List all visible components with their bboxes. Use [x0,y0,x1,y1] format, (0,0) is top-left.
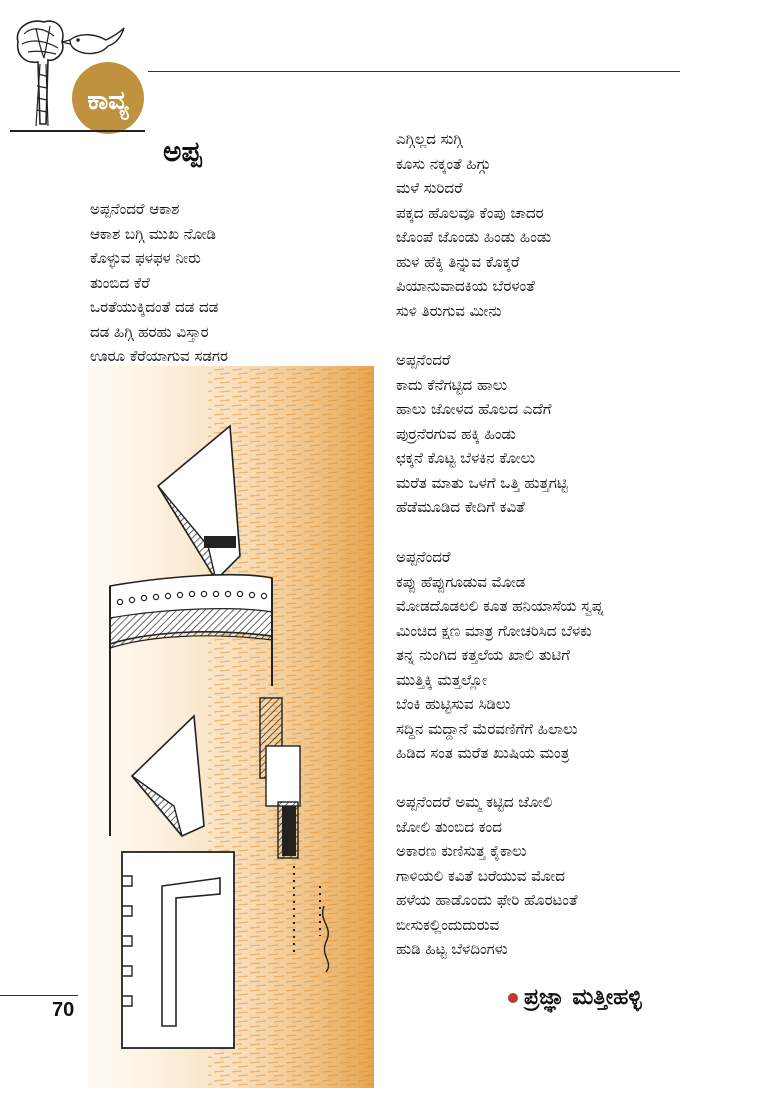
poem-line: ಕಪ್ಪು ಹೆಪ್ಪುಗೂಡುವ ಮೋಡ [396,572,526,591]
poem-line: ಹಾಲು ಜೋಳದ ಹೊಲದ ಎದೆಗೆ [396,400,552,418]
header-rule [148,71,680,72]
poem-line: ಕೂಸು ನಕ್ಕಂತೆ ಹಿಗ್ಗು [396,154,491,173]
poem-line: ಅಪ್ಪನೆಂದರೆ ಅಮ್ಮ ಕಟ್ಟಿದ ಜೋಲಿ [396,793,553,811]
bird-and-figure-illustration [10,14,150,154]
poem-line: ಪಕ್ಕದ ಹೊಲವೂ ಕೆಂಪು ಚಾದರ [396,203,544,222]
poem-line: ಒರತೆಯುಕ್ಕಿದಂತೆ ದಡ ದಡ [90,298,219,316]
poem-line: ಊರೂ ಕೆರೆಯಾಗುವ ಸಡಗರ [90,347,228,365]
stanza-right-1 [396,127,551,323]
stanza-right-4 [396,790,578,962]
poem-line: ಹುಡಿ ಹಿಟ್ಟ ಬೆಳದಿಂಗಳು [396,940,508,958]
poem-line: ಬೆಂಕಿ ಹುಟ್ಟಿಸುವ ಸಿಡಿಲು [396,695,511,713]
stanza-right-3 [396,545,603,766]
author-name: ಪ್ರಜ್ಞಾ ಮತ್ತೀಹಳ್ಳಿ [524,985,642,1010]
poem-title: ಅಪ್ಪ [163,135,202,168]
poem-line: ಸುಳಿ ತಿರುಗುವ ಮೀನು [396,301,502,320]
poem-line: ಹೆಡೆಮೂಡಿದ ಕೇದಿಗೆ ಕವಿತೆ [396,498,525,516]
stanza-left [90,197,228,369]
poem-line: ಅಕಾರಣ ಕುಣಿಸುತ್ತ ಕೈಕಾಲು [396,842,527,860]
poem-line: ಕೊಳ್ಳುವ ಫಳಫಳ ನೀರು [90,249,201,267]
magazine-section-logo [10,14,150,154]
bullet-icon [508,993,518,1003]
logo-underline [10,130,145,132]
page-number: 70 [52,999,75,1021]
poem-line: ಎಗ್ಗಿಲ್ಲದ ಸುಗ್ಗಿ [396,130,463,148]
author-credit [508,985,642,1010]
poem-line: ಪಿಯಾನುವಾದಕಿಯ ಬೆರಳಂತೆ [396,277,535,295]
poem-line: ತುಂಬಿದ ಕೆರೆ [90,273,150,292]
folio-rule [0,995,78,996]
poem-line: ಬೀಸುಕಲ್ಲಿಂದುದುರುವ [396,915,500,934]
poem-line: ಮೋಡದೊಡಲಲಿ ಕೂತ ಹನಿಯಾಸೆಯ ಸ್ವಪ್ನ [396,597,604,615]
poem-line: ಆಕಾಶ ಬಗ್ಗಿ ಮುಖ ನೋಡಿ [90,224,216,243]
poem-line: ಅಪ್ಪನೆಂದರೆ ಆಕಾಶ [90,200,180,218]
poem-line: ಪುರ್ರನೆರಗುವ ಹಕ್ಕಿ ಹಿಂಡು [396,424,516,443]
poem-line: ಅಪ್ಪನೆಂದರೆ [396,351,451,369]
poem-line: ಮಳೆ ಸುರಿದರೆ [396,179,463,197]
poem-line: ಸದ್ದಿನ ಮದ್ದಾನೆ ಮೆರವಣಿಗೆಗೆ ಹಿಲಾಲು [396,719,578,738]
poem-line: ಹಿಡಿದ ಸಂತ ಮರೆತ ಖುಷಿಯ ಮಂತ್ರ [396,744,570,762]
poem-line: ತನ್ನ ನುಂಗಿದ ಕತ್ತಲೆಯ ಖಾಲಿ ತುಟಿಗೆ [396,646,570,664]
poem-line: ದಡ ಹಿಗ್ಗಿ ಹರಹು ವಿಸ್ತಾರ [90,322,209,341]
poem-line: ಜೊಂಪೆ ಜೊಂಡು ಹಿಂಡು ಹಿಂಡು [396,228,552,246]
poem-line: ಮುತ್ತಿಕ್ಕಿ ಮತ್ತಲ್ಲೋ [396,670,487,689]
abstract-illustration [88,366,374,1088]
poem-line: ಹುಳ ಹೆಕ್ಕಿ ತಿನ್ನುವ ಕೊಕ್ಕರೆ [396,252,520,271]
poem-line: ಮಿಂಚಿದ ಕ್ಷಣ ಮಾತ್ರ ಗೋಚರಿಸಿದ ಬೆಳಕು [396,621,592,640]
poem-line: ಅಪ್ಪನೆಂದರೆ [396,548,451,566]
stanza-right-2 [396,348,568,520]
poem-line: ಗಾಳಿಯಲಿ ಕವಿತೆ ಬರೆಯುವ ಮೋದ [396,866,565,885]
poem-line: ಹಳೆಯ ಹಾಡೊಂದು ಫೇರಿ ಹೊರಟಂತೆ [396,891,578,909]
poem-line: ಜೋಲಿ ತುಂಬಿದ ಕಂದ [396,817,502,836]
poem-line: ಕಾದು ಕೆನೆಗಟ್ಟಿದ ಹಾಲು [396,375,508,394]
poem-line: ಮರೆತ ಮಾತು ಒಳಗೆ ಒತ್ತಿ ಹುತ್ತಗಟ್ಟಿ [396,473,568,492]
logo-text: ಕಾವ್ಯ [87,86,129,116]
poem-line: ಛಕ್ಕನೆ ಕೊಟ್ಟ ಬೆಳಕಿನ ಕೋಲು [396,449,536,467]
